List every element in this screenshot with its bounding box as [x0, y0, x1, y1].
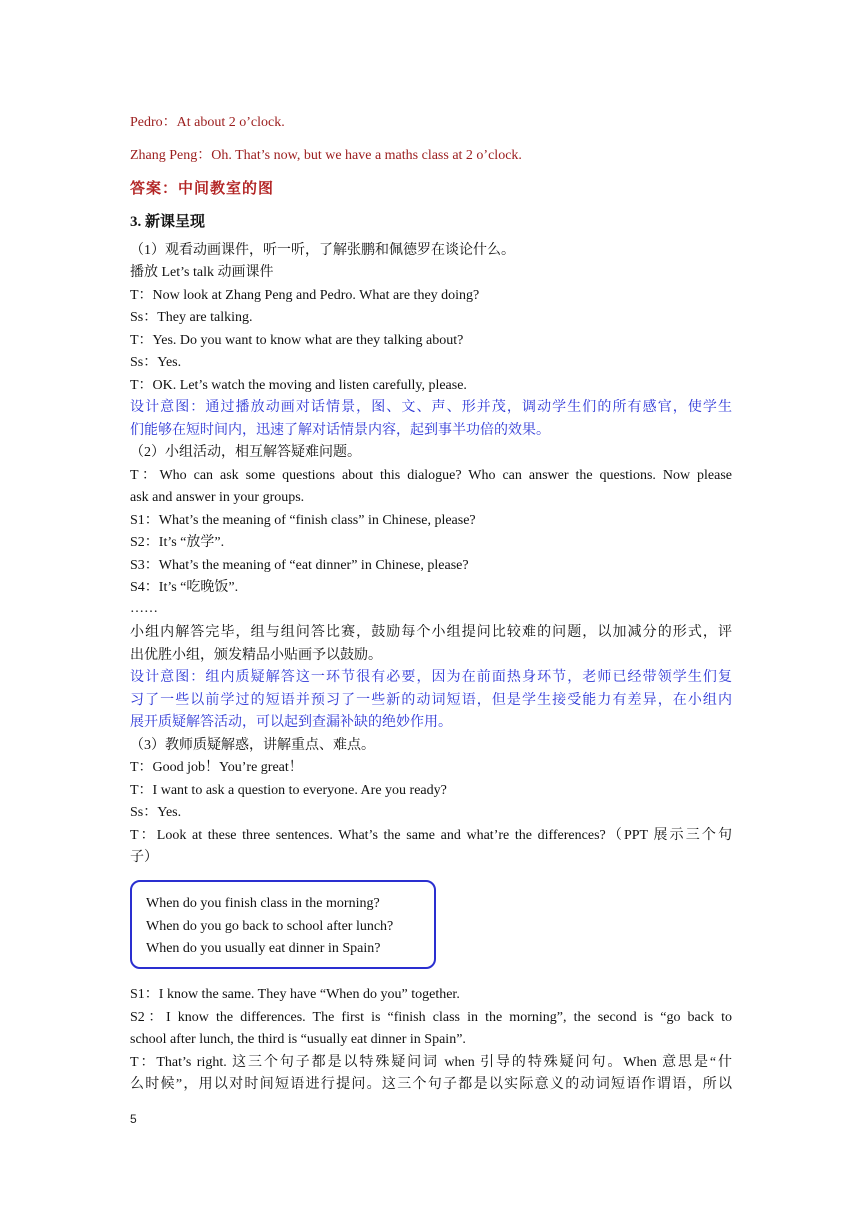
text-line: 设计意图：通过播放动画对话情景，图、文、声、形并茂，调动学生们的所有感官，使学生	[130, 400, 732, 415]
text-line: 3. 新课呈现	[130, 214, 206, 230]
text-line: S2：I know the differences. The first is “finish class in the morning”, the second is “go back to	[130, 1010, 732, 1025]
box-sentence-1: When do you finish class in the morning?	[146, 896, 380, 911]
text-line: Zhang Peng：Oh. That’s now, but we have a maths class at 2 o’clock.	[130, 148, 522, 163]
text-line: 出优胜小组，颁发精品小贴画予以鼓励。	[130, 648, 382, 663]
text-line: T：OK. Let’s watch the moving and listen carefully, please.	[130, 378, 467, 393]
text-line: （2）小组活动，相互解答疑难问题。	[130, 445, 361, 460]
text-line: ……	[130, 601, 158, 616]
text-line: S1：What’s the meaning of “finish class” in Chinese, please?	[130, 513, 476, 528]
text-line: Ss：They are talking.	[130, 310, 253, 325]
text-line: T：That’s right. 这三个句子都是以特殊疑问词 when 引导的特殊疑问句。When 意思是“什	[130, 1055, 732, 1070]
page-number: 5	[130, 1112, 137, 1126]
text-line: S4：It’s “吃晚饭”.	[130, 580, 239, 595]
text-line: （1）观看动画课件，听一听，了解张鹏和佩德罗在谈论什么。	[130, 243, 515, 258]
text-line: school after lunch, the third is “usually eat dinner in Spain”.	[130, 1032, 466, 1047]
box-sentence-3: When do you usually eat dinner in Spain?	[146, 941, 381, 956]
text-line: 么时候”，用以对时间短语进行提问。这三个句子都是以实际意义的动词短语作谓语，所以	[130, 1077, 732, 1092]
text-line: T：Yes. Do you want to know what are they talking about?	[130, 333, 464, 348]
box-sentence-2: When do you go back to school after lunch?	[146, 919, 394, 934]
text-line: S1：I know the same. They have “When do you” together.	[130, 987, 460, 1002]
text-line: （3）教师质疑解惑，讲解重点、难点。	[130, 738, 375, 753]
text-line: T：Good job！You’re great！	[130, 760, 303, 775]
text-line: 们能够在短时间内，迅速了解对话情景内容，起到事半功倍的效果。	[130, 423, 550, 438]
text-line: T：Now look at Zhang Peng and Pedro. What are they doing?	[130, 288, 480, 303]
text-line: Ss：Yes.	[130, 355, 182, 370]
text-line: Ss：Yes.	[130, 805, 182, 820]
text-line: T：Who can ask some questions about this dialogue? Who can answer the questions. Now please	[130, 468, 732, 483]
text-line: S2：It’s “放学”.	[130, 535, 225, 550]
text-line: S3：What’s the meaning of “eat dinner” in Chinese, please?	[130, 558, 469, 573]
text-line: T：I want to ask a question to everyone. Are you ready?	[130, 783, 447, 798]
text-line: 小组内解答完毕，组与组问答比赛，鼓励每个小组提问比较难的问题，以加减分的形式，评	[130, 625, 732, 640]
text-line: 展开质疑解答活动，可以起到查漏补缺的绝妙作用。	[130, 715, 452, 730]
text-line: Pedro：At about 2 o’clock.	[130, 115, 285, 130]
text-line: 播放 Let’s talk 动画课件	[130, 265, 274, 280]
text-line: 子）	[130, 850, 158, 865]
sentence-box	[130, 880, 436, 969]
text-line: ask and answer in your groups.	[130, 490, 305, 505]
text-line: T：Look at these three sentences. What’s the same and what’re the differences?（PPT 展示三个句	[130, 828, 732, 843]
text-line: 设计意图：组内质疑解答这一环节很有必要，因为在前面热身环节，老师已经带领学生们复	[130, 670, 732, 685]
text-line: 答案：中间教室的图	[130, 181, 275, 197]
text-line: 习了一些以前学过的短语并预习了一些新的动词短语，但是学生接受能力有差异，在小组内	[130, 693, 732, 708]
